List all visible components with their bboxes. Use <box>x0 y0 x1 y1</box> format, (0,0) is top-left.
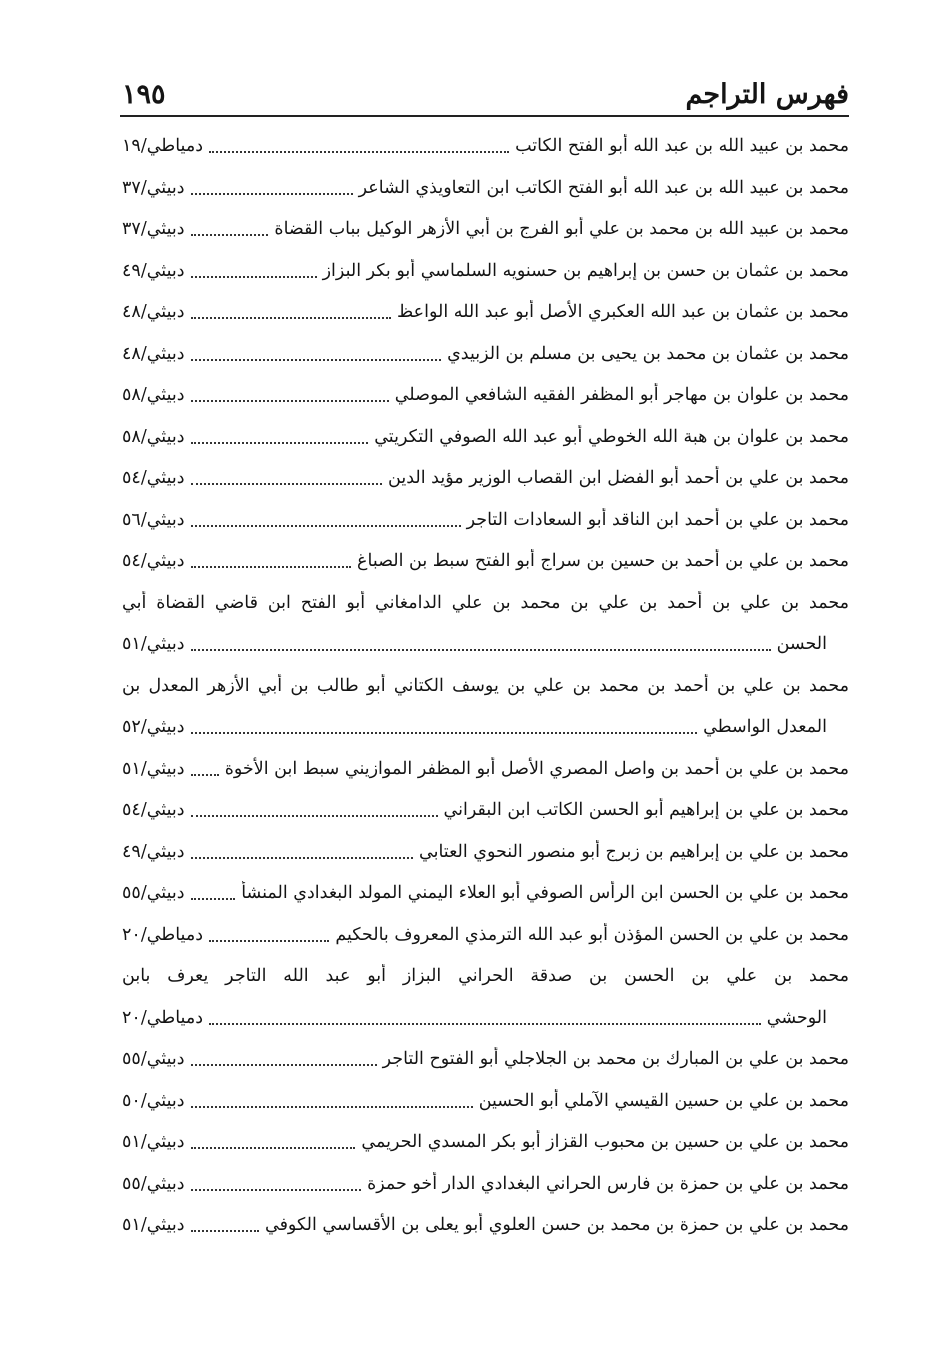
entry-reference: دبيثي/٤٩ <box>122 841 185 862</box>
index-entry <box>122 383 849 425</box>
entry-name: محمد بن علي بن أحمد أبو الفضل ابن القصاب الوزير مؤيد الدين <box>388 468 849 488</box>
section-title: فهرس التراجم <box>685 79 849 110</box>
index-entry <box>122 798 849 840</box>
dot-leader <box>191 715 698 734</box>
entry-name: محمد بن علي بن حسين القيسي الآملي أبو الحسين <box>478 1090 849 1111</box>
entry-reference: دبيثي/٥١ <box>122 758 185 779</box>
index-entry <box>122 259 849 301</box>
entry-continuation <box>122 715 849 757</box>
dot-leader <box>191 1047 377 1066</box>
entry-name: محمد بن عثمان بن حسن بن إبراهيم بن حسنويه السلماسي أبو بكر البزاز <box>322 260 849 281</box>
entry-reference: دمياطي/١٩ <box>122 136 204 156</box>
dot-leader <box>191 466 383 485</box>
entry-name: محمد بن علي بن الحسن المؤذن أبو عبد الله الترمذي المعروف بالحكيم <box>335 924 849 945</box>
dot-leader <box>191 881 236 900</box>
entry-name: محمد بن علي بن حسين بن محبوب القزاز أبو بكر المسدي الحريمي <box>361 1132 849 1152</box>
dot-leader <box>191 1213 259 1232</box>
dot-leader <box>191 1130 356 1149</box>
dot-leader <box>191 840 413 859</box>
index-entry <box>122 300 849 342</box>
index-entry <box>122 134 849 176</box>
page-header <box>122 58 849 110</box>
entry-continuation <box>122 632 849 674</box>
dot-leader <box>191 425 369 444</box>
entry-reference: دبيثي/٥١ <box>122 1215 185 1235</box>
dot-leader <box>191 798 438 817</box>
dot-leader <box>191 549 352 568</box>
dot-leader <box>191 383 389 402</box>
entry-reference: دبيثي/٣٧ <box>122 219 185 239</box>
index-entry <box>122 1047 849 1089</box>
dot-leader <box>191 757 219 776</box>
entry-continuation <box>122 1006 849 1048</box>
entry-reference: دبيثي/٥٤ <box>122 468 185 488</box>
entry-name: محمد بن عثمان بن محمد بن يحيى بن مسلم بن الزبيدي <box>447 343 849 364</box>
entry-reference: دبيثي/٥١ <box>122 1132 185 1152</box>
entry-reference: دبيثي/٥٥ <box>122 883 185 903</box>
entry-name-line2: المعدل الواسطي <box>703 717 827 737</box>
index-entry <box>122 881 849 923</box>
index-entry <box>122 1089 849 1131</box>
entry-name: محمد بن علوان بن مهاجر أبو المظفر الفقيه الشافعي الموصلي <box>394 385 849 405</box>
entry-reference: دبيثي/٤٩ <box>122 260 185 281</box>
index-entry <box>122 342 849 384</box>
entry-reference: دبيثي/٥٤ <box>122 551 185 571</box>
entry-reference: دمياطي/٢٠ <box>122 1007 204 1028</box>
entry-reference: دبيثي/٥٤ <box>122 800 185 820</box>
entry-name-line1: محمد بن علي بن أحمد بن محمد بن علي بن يوسف الكتاني أبو طالب بن أبي الأزهر المعدل بن <box>122 675 849 696</box>
entry-reference: دبيثي/٤٨ <box>122 302 185 322</box>
header-divider <box>120 115 849 117</box>
index-entry-multiline <box>122 591 849 674</box>
index-entry <box>122 840 849 882</box>
dot-leader <box>209 923 329 942</box>
index-entry <box>122 1172 849 1214</box>
entry-name-line1: محمد بن علي بن الحسن بن صدقة الحراني البزاز أبو عبد الله التاجر يعرف بابن <box>122 966 849 986</box>
dot-leader <box>191 1089 473 1108</box>
entry-reference: دبيثي/٥٥ <box>122 1173 185 1194</box>
entry-name-line2: الحسن <box>776 634 827 654</box>
index-entry <box>122 466 849 508</box>
index-entry <box>122 1130 849 1172</box>
entry-name: محمد بن علي بن حمزة بن فارس الحراني البغدادي الدار أخو حمزة <box>367 1173 849 1194</box>
entry-name: محمد بن علي بن إبراهيم بن زبرج أبو منصور النحوي العتابي <box>419 841 849 862</box>
dot-leader <box>191 632 771 651</box>
entry-name: محمد بن عثمان بن عبد الله العكبري الأصل أبو عبد الله الواعظ <box>397 302 849 322</box>
entry-reference: دبيثي/٤٨ <box>122 343 185 364</box>
index-entry <box>122 217 849 259</box>
entry-reference: دبيثي/٥٦ <box>122 509 185 530</box>
entry-reference: دمياطي/٢٠ <box>122 924 204 945</box>
dot-leader <box>191 300 392 319</box>
entry-reference: دبيثي/٥٨ <box>122 426 185 447</box>
dot-leader <box>191 176 353 195</box>
index-entry <box>122 549 849 591</box>
index-entry <box>122 508 849 550</box>
entry-name: محمد بن علي بن حمزة بن محمد بن حسن العلوي أبو يعلى بن الأقساسي الكوفي <box>264 1215 849 1235</box>
dot-leader <box>209 134 509 153</box>
page-number: ١٩٥ <box>122 79 166 110</box>
index-entry <box>122 176 849 218</box>
index-entry <box>122 1213 849 1255</box>
entry-name: محمد بن علي بن الحسن ابن الرأس الصوفي أبو العلاء اليمني المولد البغدادي المنشأ <box>241 883 849 903</box>
dot-leader <box>191 342 442 361</box>
entry-name-line2: الوحشي <box>766 1007 827 1028</box>
entry-reference: دبيثي/٥٨ <box>122 385 185 405</box>
entry-reference: دبيثي/٣٧ <box>122 177 185 198</box>
entry-name: محمد بن علوان بن هبة الله الخوطي أبو عبد الله الصوفي التكريتي <box>374 426 849 447</box>
entry-name: محمد بن علي بن أحمد بن حسين بن سراج أبو الفتح سبط بن الصباغ <box>357 551 849 571</box>
entry-name: محمد بن علي بن أحمد ابن الناقد أبو السعادات التاجر <box>466 509 849 530</box>
index-entries <box>122 134 849 1255</box>
entry-reference: دبيثي/٥٥ <box>122 1049 185 1069</box>
index-entry <box>122 757 849 799</box>
entry-name: محمد بن عبيد الله بن محمد بن علي أبو الفرج بن أبي الأزهر الوكيل بباب القضاة <box>274 219 849 239</box>
entry-name: محمد بن عبيد الله بن عبد الله أبو الفتح الكاتب ابن التعاويذي الشاعر <box>358 177 849 198</box>
dot-leader <box>209 1006 761 1025</box>
index-entry-multiline <box>122 674 849 757</box>
entry-reference: دبيثي/٥١ <box>122 634 185 654</box>
entry-name: محمد بن علي بن أحمد بن واصل المصري الأصل أبو المظفر الموازيني سبط ابن الأخوة <box>224 758 849 779</box>
dot-leader <box>191 508 461 527</box>
index-entry <box>122 923 849 965</box>
entry-reference: دبيثي/٥٢ <box>122 717 185 737</box>
entry-name-line1: محمد بن علي بن أحمد بن علي بن محمد بن علي الدامغاني أبو الفتح ابن قاضي القضاة أبي <box>122 592 849 613</box>
index-entry <box>122 425 849 467</box>
dot-leader <box>191 1172 362 1191</box>
entry-name: محمد بن علي بن إبراهيم أبو الحسن الكاتب ابن البقراني <box>443 800 849 820</box>
entry-name: محمد بن علي بن المبارك بن محمد بن الجلاجلي أبو الفتوح التاجر <box>382 1049 849 1069</box>
entry-name: محمد بن عبيد الله بن عبد الله أبو الفتح الكاتب <box>515 136 849 156</box>
entry-reference: دبيثي/٥٠ <box>122 1090 185 1111</box>
dot-leader <box>191 259 317 278</box>
dot-leader <box>191 217 269 236</box>
index-entry-multiline <box>122 964 849 1047</box>
